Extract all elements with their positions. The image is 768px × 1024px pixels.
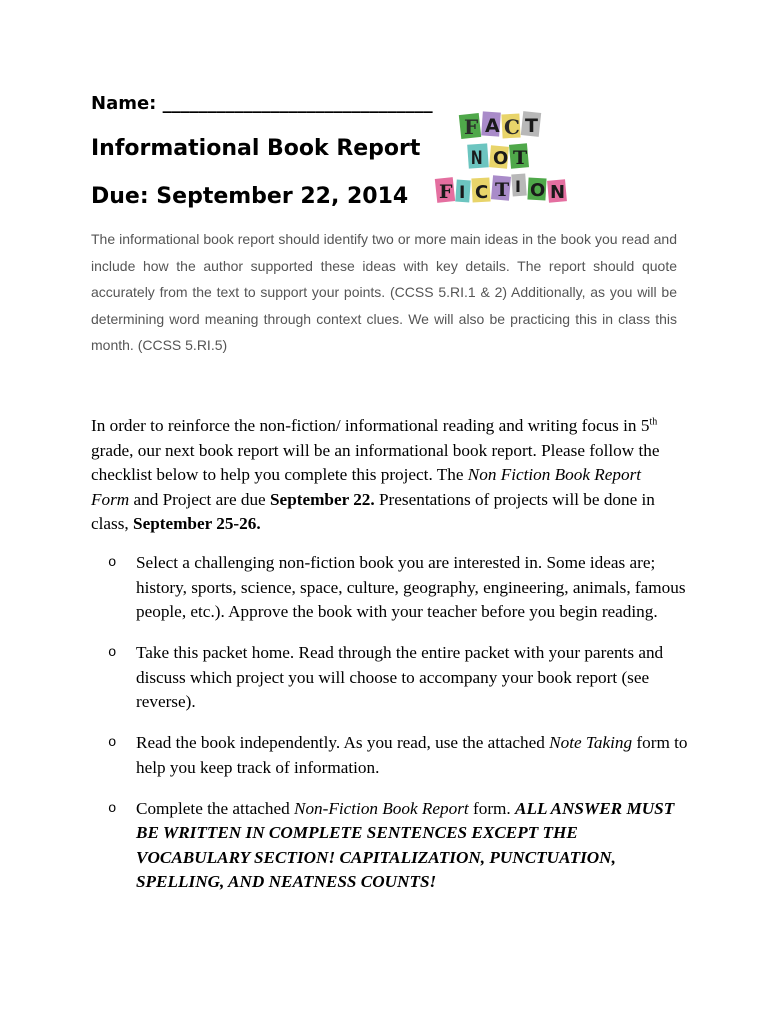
logo-letter: F <box>464 115 479 139</box>
due-date-emphasis: September 22. <box>270 489 375 509</box>
bullet-icon: o <box>108 735 117 751</box>
requirements-emphasis: ALL ANSWER MUST BE WRITTEN IN COMPLETE SENTENCES EXCEPT THE VOCABULARY SECTION! CAPITALIZATION, PUNCTUATION, SPELLING, AND NEATNESS COUNTS! <box>136 798 675 891</box>
project-checklist <box>108 551 688 911</box>
para-text: In order to reinforce the non-fiction/ informational reading and writing focus in 5 <box>91 416 650 435</box>
logo-letter: I <box>515 177 521 196</box>
checklist-item-text: form to help you keep track of information. <box>136 733 688 777</box>
page-title: Informational Book Report <box>91 136 421 161</box>
presentation-date-emphasis: September 25-26. <box>133 514 261 533</box>
logo-letter: I <box>459 183 466 203</box>
checklist-item-text: Complete the attached <box>136 798 294 818</box>
logo-letter: F <box>439 181 453 203</box>
checklist-item-text: Take this packet home. Read through the entire packet with your parents and discuss which project you will choose to accompany your book report (see reverse). <box>136 643 664 711</box>
checklist-item <box>108 551 688 625</box>
logo-row-not <box>467 143 529 169</box>
bullet-icon: o <box>108 645 117 661</box>
bullet-icon: o <box>108 800 117 817</box>
logo-letter: N <box>471 147 483 169</box>
checklist-item-text: Select a challenging non-fiction book you are interested in. Some ideas are; history, sports, science, space, culture, geography, engineering, animals, famous people, etc.). Approve the book with your teacher before you begin reading. <box>136 553 686 621</box>
logo-letter: O <box>530 180 546 201</box>
note-taking-form-name: Note Taking <box>549 733 633 752</box>
logo-letter: N <box>550 182 566 203</box>
checklist-item-text: Read the book independently. As you read, use the attached <box>136 733 550 752</box>
fact-not-fiction-logo <box>432 108 572 208</box>
logo-letter: C <box>475 182 489 203</box>
checklist-item <box>108 797 688 895</box>
para-text: grade, our next book report will be an informational book report. Please follow the checklist below to help you complete this project. The <box>91 440 660 484</box>
logo-letter: T <box>513 147 528 169</box>
checklist-item <box>108 731 688 780</box>
name-field-label: Name: ______________________________ <box>91 93 433 114</box>
bullet-icon: o <box>108 555 117 571</box>
logo-letter: A <box>485 115 500 137</box>
para-text: and Project are due <box>129 489 270 509</box>
logo-letter: C <box>504 115 520 139</box>
logo-letter: O <box>493 148 509 169</box>
form-name: Non Fiction Book Report Form <box>91 465 642 509</box>
logo-letter: T <box>495 179 510 201</box>
instructions-paragraph <box>91 414 681 537</box>
logo-row-fact <box>459 111 541 139</box>
book-report-form-name: Non-Fiction Book Report <box>293 798 469 818</box>
intro-paragraph: The informational book report should identify two or more main ideas in the book you read and include how the author supported these ideas with key details. The report should quote accurately from the text to support your points. (CCSS 5.RI.1 & 2) Additionally, as you will be determining word meaning through context clues. We will also be practicing this in class this month. (CCSS 5.RI.5) <box>91 231 677 353</box>
checklist-item <box>108 641 688 715</box>
due-date: Due: September 22, 2014 <box>91 184 409 209</box>
logo-letter: T <box>525 115 538 137</box>
para-text: Presentations of projects will be done in class, <box>91 489 655 533</box>
logo-row-fiction <box>435 174 567 203</box>
ordinal-suffix: th <box>649 416 658 428</box>
checklist-item-text: form. <box>468 798 516 818</box>
